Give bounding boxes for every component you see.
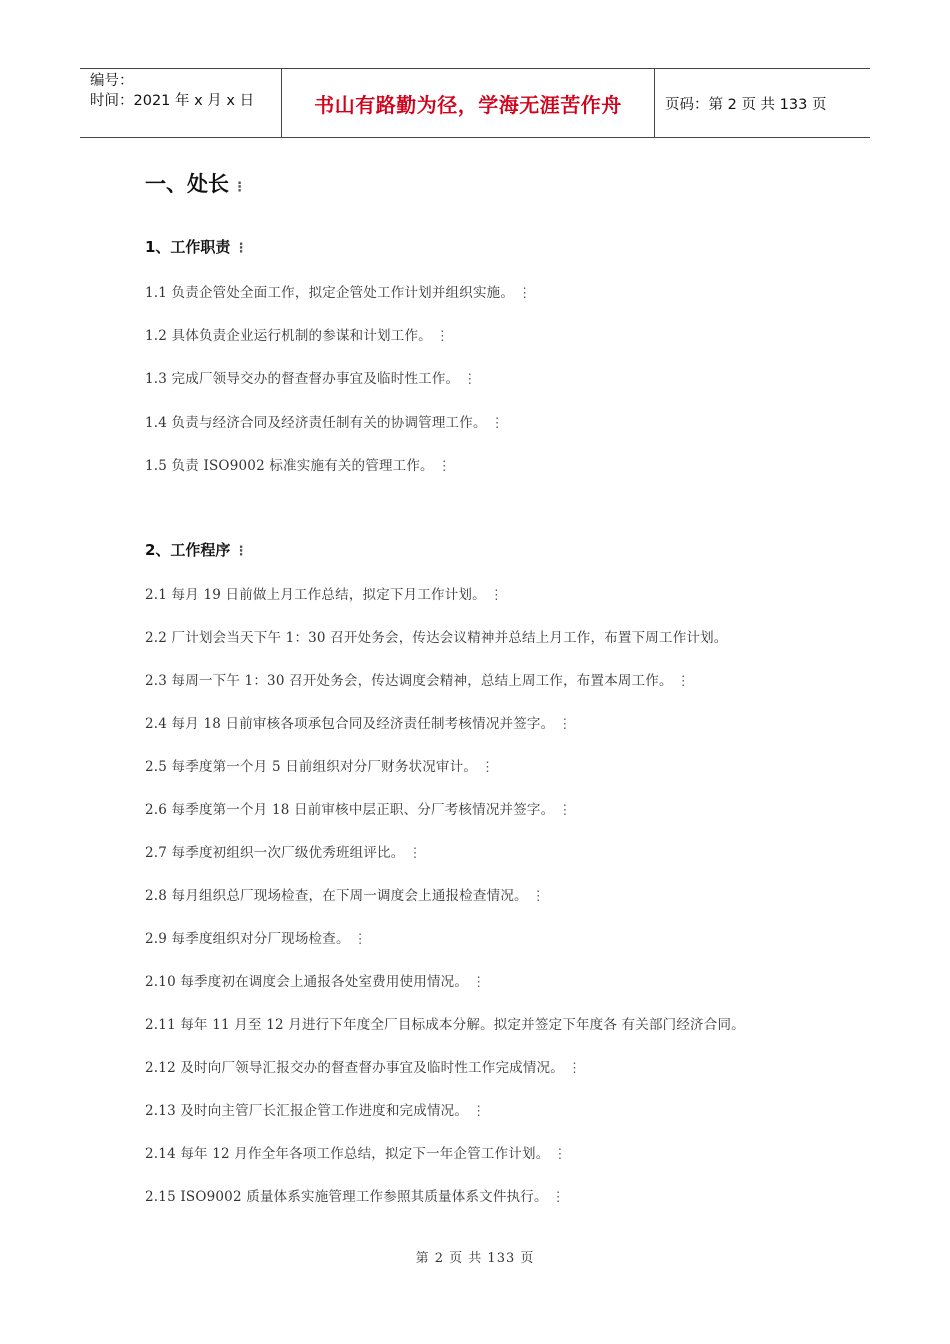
list-item: 1.5 负责 ISO9002 标准实施有关的管理工作。 ⋮ [145, 457, 451, 474]
paragraph-mark: ⋮ [233, 180, 246, 195]
list-item: 2.13 及时向主管厂长汇报企管工作进度和完成情况。 ⋮ [145, 1103, 486, 1119]
paragraph-mark: ⋮ [490, 415, 504, 431]
list-item: 2.14 每年 12 月作全年各项工作总结，拟定下一年企管工作计划。 ⋮ [145, 1146, 567, 1162]
list-item: 2.7 每季度初组织一次厂级优秀班组评比。 ⋮ [145, 845, 422, 861]
paragraph-mark: ⋮ [353, 932, 367, 947]
header-time: 时间：2021 年 x 月 x 日 [90, 93, 255, 109]
list-item: 1.2 具体负责企业运行机制的参谋和计划工作。 ⋮ [145, 328, 450, 345]
paragraph-mark: ⋮ [518, 286, 532, 301]
list-item: 2.11 每年 11 月至 12 月进行下年度全厂目标成本分解。拟定并签定下年度各 有关部门经济合同。 [145, 1017, 745, 1033]
list-item: 1.1 负责企管处全面工作，拟定企管处工作计划并组织实施。 ⋮ [145, 285, 532, 301]
paragraph-mark: ⋮ [558, 803, 572, 818]
page-footer: 第 2 页 共 133 页 [415, 1251, 535, 1266]
list-item: 2.9 每季度组织对分厂现场检查。 ⋮ [145, 931, 367, 947]
paragraph-mark: ⋮ [234, 544, 248, 559]
paragraph-mark: ⋮ [463, 372, 477, 388]
paragraph-mark: ⋮ [553, 1147, 567, 1162]
list-item: 1.3 完成厂领导交办的督查督办事宜及临时性工作。 ⋮ [145, 371, 477, 388]
paragraph-mark: ⋮ [676, 674, 690, 689]
paragraph-mark: ⋮ [234, 241, 248, 256]
header-number: 编号： [90, 73, 134, 89]
section-title: 一、处长 ⋮ [145, 172, 246, 196]
list-item: 2.15 ISO9002 质量体系实施管理工作参照其质量体系文件执行。 ⋮ [145, 1189, 565, 1205]
header-motto: 书山有路勤为径，学海无涯苦作舟 [282, 69, 655, 137]
paragraph-mark: ⋮ [437, 458, 451, 474]
list-item: 2.10 每季度初在调度会上通报各处室费用使用情况。 ⋮ [145, 974, 486, 990]
list-item: 2.12 及时向厂领导汇报交办的督查督办事宜及临时性工作完成情况。 ⋮ [145, 1060, 582, 1076]
paragraph-mark: ⋮ [481, 760, 495, 775]
duties-heading: 1、工作职责 ⋮ [145, 238, 248, 256]
list-item: 2.4 每月 18 日前审核各项承包合同及经济责任制考核情况并签字。 ⋮ [145, 716, 572, 732]
header-page-info: 页码：第 2 页 共 133 页 [665, 96, 827, 113]
paragraph-mark: ⋮ [567, 1061, 582, 1076]
paragraph-mark: ⋮ [531, 889, 545, 904]
paragraph-mark: ⋮ [435, 329, 450, 345]
paragraph-mark: ⋮ [558, 717, 572, 732]
list-item: 2.1 每月 19 日前做上月工作总结，拟定下月工作计划。 ⋮ [145, 587, 504, 603]
list-item: 2.5 每季度第一个月 5 日前组织对分厂财务状况审计。 ⋮ [145, 759, 495, 775]
paragraph-mark: ⋮ [472, 1104, 486, 1119]
paragraph-mark: ⋮ [408, 846, 422, 861]
paragraph-mark: ⋮ [489, 588, 504, 603]
page-header [80, 68, 870, 138]
list-item: 2.8 每月组织总厂现场检查，在下周一调度会上通报检查情况。 ⋮ [145, 888, 545, 904]
paragraph-mark: ⋮ [472, 975, 486, 990]
paragraph-mark: ⋮ [551, 1190, 565, 1205]
header-meta [80, 69, 282, 137]
list-item: 2.3 每周一下午 1：30 召开处务会，传达调度会精神，总结上周工作，布置本周工作。 ⋮ [145, 673, 690, 689]
list-item: 1.4 负责与经济合同及经济责任制有关的协调管理工作。 ⋮ [145, 414, 504, 431]
list-item: 2.2 厂计划会当天下午 1：30 召开处务会，传达会议精神并总结上月工作，布置下周工作计划。 [145, 630, 728, 646]
list-item: 2.6 每季度第一个月 18 日前审核中层正职、分厂考核情况并签字。 ⋮ [145, 802, 572, 818]
procedures-heading: 2、工作程序 ⋮ [145, 541, 248, 559]
